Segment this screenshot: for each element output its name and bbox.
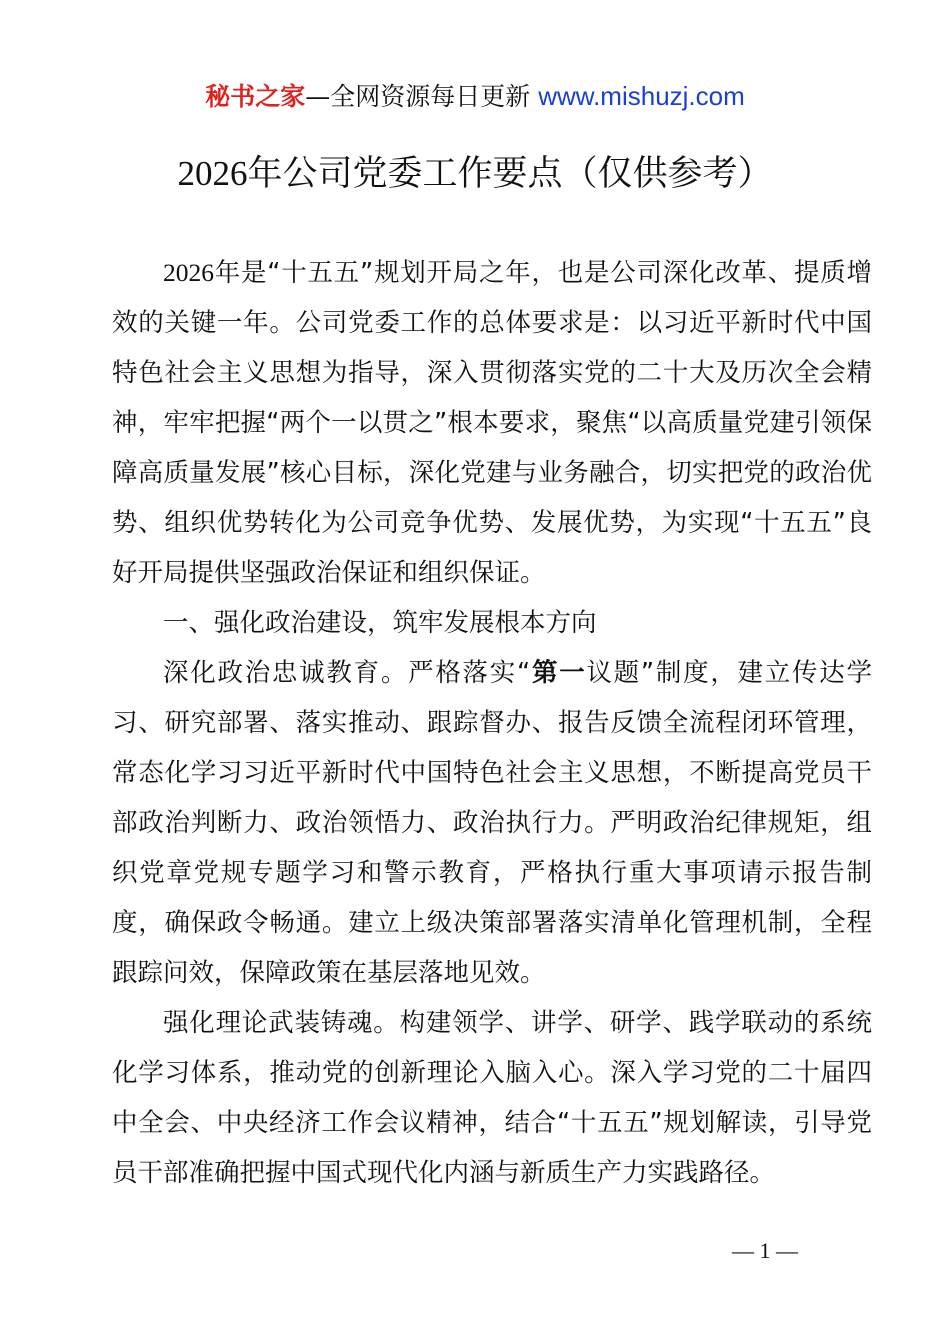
site-watermark-header (0, 78, 950, 115)
paragraph-theory-study: 强化理论武装铸魂。构建领学、讲学、研学、践学联动的系统化学习体系，推动党的创新理论入脑入心。深入学习党的二十届四中全会、中央经济工作会议精神，结合“十五五”规划解读，引导党员干部准确把握中国式现代化内涵与新质生产力实践路径。 (112, 1008, 872, 1188)
section-heading: 一、强化政治建设，筑牢发展根本方向 (163, 608, 597, 638)
brand-slogan: —全网资源每日更新 (305, 82, 539, 111)
document-title (0, 150, 950, 198)
intro-paragraph (112, 248, 872, 598)
brand-name: 秘书之家 (205, 82, 306, 111)
paragraph-political-loyalty (112, 648, 872, 998)
intro-year: 2026 (163, 258, 214, 287)
page-number: — 1 — (732, 1238, 798, 1263)
document-body (112, 248, 872, 1198)
brand-url: www.mishuzj.com (538, 81, 745, 111)
bold-emphasis: 第一 (530, 658, 587, 688)
paragraph-text-start: 深化政治忠诚教育。严格落实“ (163, 658, 531, 688)
paragraph-text-end: 议题”制度，建立传达学习、研究部署、落实推动、跟踪督办、报告反馈全流程闭环管理，常态化学习习近平新时代中国特色社会主义思想，不断提高党员干部政治判断力、政治领悟力、政治执行力。严明政治纪律规矩，组织党章党规专题学习和警示教育，严格执行重大事项请示报告制度，确保政令畅通。建立上级决策部署落实清单化管理机制，全程跟踪问效，保障政策在基层落地见效。 (112, 658, 872, 988)
title-text: 年公司党委工作要点（仅供参考） (247, 154, 773, 194)
intro-text: 年是“十五五”规划开局之年，也是公司深化改革、提质增效的关键一年。公司党委工作的总体要求是：以习近平新时代中国特色社会主义思想为指导，深入贯彻落实党的二十大及历次全会精神，牢牢把握“两个一以贯之”根本要求，聚焦“以高质量党建引领保障高质量发展”核心目标，深化党建与业务融合，切实把党的政治优势、组织优势转化为公司竞争优势、发展优势，为实现“十五五”良好开局提供坚强政治保证和组织保证。 (112, 258, 872, 588)
title-year: 2026 (177, 154, 248, 193)
